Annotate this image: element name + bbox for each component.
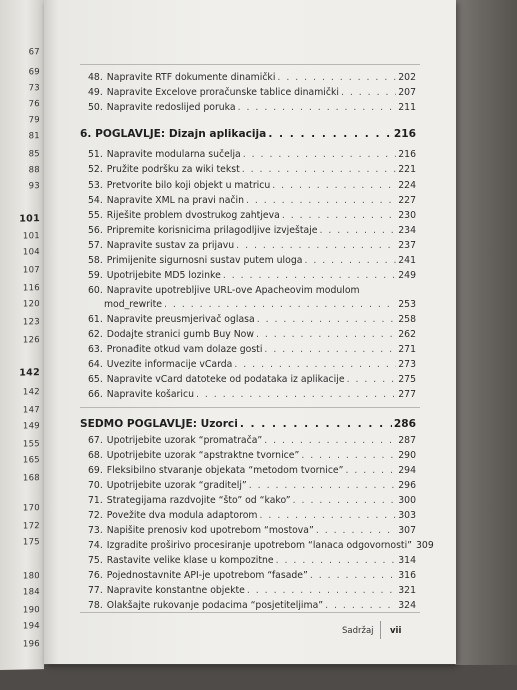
chapter-heading <box>80 418 416 432</box>
toc-entry <box>88 72 416 84</box>
left-page-number: 190 <box>22 605 40 616</box>
entry-number: 57. <box>88 240 103 251</box>
toc-entry <box>88 285 416 297</box>
toc-entry <box>88 570 416 582</box>
left-page-number: 165 <box>22 455 40 466</box>
left-page-number: 104 <box>22 247 40 258</box>
entry-number: 68. <box>88 450 103 461</box>
toc-entry <box>88 329 416 341</box>
left-page-number: 88 <box>28 165 40 176</box>
toc-entry <box>88 540 434 552</box>
entry-page: 314 <box>398 555 416 566</box>
left-page-number: 126 <box>22 335 40 346</box>
entry-number: 76. <box>88 570 103 581</box>
toc-entry <box>88 149 416 161</box>
left-page-number: 142 <box>19 367 40 379</box>
left-page-number: 116 <box>22 283 40 294</box>
entry-title: Strategijama razdvojite “što” od “kako” <box>106 495 291 506</box>
toc-entry <box>88 270 416 282</box>
entry-title: Napravite vCard datoteke od podataka iz aplikacije <box>106 374 345 385</box>
entry-page: 227 <box>398 195 416 206</box>
chapter-page: 286 <box>393 418 416 430</box>
toc-entry <box>88 435 416 447</box>
entry-page: 241 <box>398 255 416 266</box>
entry-number: 78. <box>88 600 103 611</box>
footer-divider <box>380 621 381 639</box>
leader-dots <box>301 450 396 461</box>
leader-dots <box>310 570 396 581</box>
entry-number: 53. <box>88 180 103 191</box>
toc-entry <box>88 555 416 567</box>
entry-title: Napravite košaricu <box>106 389 194 400</box>
toc-entry <box>88 600 416 612</box>
leader-dots <box>345 465 396 476</box>
entry-page: 262 <box>398 329 416 340</box>
entry-title: Upotrijebite uzorak “promatrača” <box>106 435 263 446</box>
entry-page: 211 <box>398 102 416 113</box>
toc-entry <box>88 344 416 356</box>
footer-page-number: vii <box>390 626 402 636</box>
entry-title: Pojednostavnite API-je upotrebom “fasade” <box>106 570 308 581</box>
leader-dots <box>242 164 397 175</box>
leader-dots <box>236 240 396 251</box>
left-page-number: 168 <box>22 473 40 484</box>
entry-title: Uvezite informacije vCarda <box>106 359 233 370</box>
left-page-number: 76 <box>28 99 40 110</box>
leader-dots <box>247 585 396 596</box>
left-page-number: 194 <box>22 621 40 632</box>
left-page-number: 172 <box>22 521 40 532</box>
toc-entry <box>88 465 416 477</box>
left-page-number: 120 <box>22 299 40 310</box>
toc-entry <box>88 450 416 462</box>
leader-dots <box>240 418 392 430</box>
leader-dots <box>264 344 396 355</box>
left-page-number: 73 <box>28 83 40 94</box>
entry-number: 72. <box>88 510 103 521</box>
chapter-heading <box>80 128 416 142</box>
entry-number: 60. <box>88 285 103 296</box>
entry-page: 253 <box>398 299 416 310</box>
leader-dots <box>341 87 396 98</box>
toc-entry <box>88 164 416 176</box>
leader-dots <box>293 495 397 506</box>
toc-entry <box>88 495 416 507</box>
entry-number: 63. <box>88 344 103 355</box>
entry-page: 237 <box>398 240 416 251</box>
toc-entry <box>88 210 416 222</box>
entry-page: 307 <box>398 525 416 536</box>
entry-title: Upotrijebite MD5 lozinke <box>106 270 221 281</box>
entry-title: Dodajte stranici gumb Buy Now <box>106 329 254 340</box>
leader-dots <box>268 128 392 140</box>
leader-dots <box>243 149 397 160</box>
entry-number: 66. <box>88 389 103 400</box>
leader-dots <box>249 480 397 491</box>
entry-number: 59. <box>88 270 103 281</box>
entry-title: Napravite upotrebljive URL-ove Apacheovim modulom <box>106 285 360 296</box>
toc-entry <box>88 359 416 371</box>
left-page-number: 101 <box>19 213 40 225</box>
left-page-number: 149 <box>22 421 40 432</box>
entry-title: Primijenite sigurnosni sustav putem uloga <box>106 255 303 266</box>
leader-dots <box>304 255 396 266</box>
entry-title: mod_rewrite <box>104 299 163 310</box>
toc-entry <box>88 255 416 267</box>
entry-number: 61. <box>88 314 103 325</box>
left-page-number: 69 <box>28 67 40 78</box>
leader-dots <box>234 359 396 370</box>
entry-page: 221 <box>398 164 416 175</box>
entry-title: Fleksibilno stvaranje objekata “metodom tvornice” <box>106 465 344 476</box>
left-page-number: 123 <box>22 317 40 328</box>
entry-title: Olakšajte rukovanje podacima “posjetiteljima” <box>106 600 324 611</box>
left-page-number: 79 <box>28 115 40 126</box>
entry-number: 64. <box>88 359 103 370</box>
entry-number: 75. <box>88 555 103 566</box>
leader-dots <box>164 299 396 310</box>
entry-title: Napravite XML na pravi način <box>106 195 244 206</box>
toc-entry <box>88 180 416 192</box>
left-page-number: 155 <box>22 439 40 450</box>
left-page-number: 184 <box>22 587 40 598</box>
entry-title: Pronađite otkud vam dolaze gosti <box>106 344 263 355</box>
entry-title: Napišite prenosiv kod upotrebom “mostova” <box>106 525 314 536</box>
entry-title: Napravite modularna sučelja <box>106 149 241 160</box>
left-page-number: 147 <box>22 405 40 416</box>
entry-number: 71. <box>88 495 103 506</box>
entry-number: 62. <box>88 329 103 340</box>
toc-entry <box>88 480 416 492</box>
toc-entry <box>88 102 416 114</box>
entry-number: 70. <box>88 480 103 491</box>
entry-title: Upotrijebite uzorak “apstraktne tvornice” <box>106 450 300 461</box>
entry-page: 296 <box>398 480 416 491</box>
chapter-title: 6. POGLAVLJE: Dizajn aplikacija <box>80 128 267 140</box>
entry-title: Izgradite proširivo procesiranje upotrebom “lanaca odgovornosti” <box>106 540 412 551</box>
toc-entry <box>88 314 416 326</box>
entry-page: 230 <box>398 210 416 221</box>
toc-entry <box>88 525 416 537</box>
entry-title: Riješite problem dvostrukog zahtjeva <box>106 210 280 221</box>
entry-page: 287 <box>398 435 416 446</box>
entry-title: Napravite redoslijed poruka <box>106 102 236 113</box>
leader-dots <box>196 389 396 400</box>
entry-title: Napravite sustav za prijavu <box>106 240 235 251</box>
left-page-number: 101 <box>22 231 40 242</box>
entry-number: 67. <box>88 435 103 446</box>
entry-number: 54. <box>88 195 103 206</box>
entry-number: 58. <box>88 255 103 266</box>
entry-page: 234 <box>398 225 416 236</box>
leader-dots <box>246 195 396 206</box>
chapter-rule <box>80 407 420 408</box>
entry-page: 249 <box>398 270 416 281</box>
leader-dots <box>316 525 396 536</box>
leader-dots <box>276 555 397 566</box>
entry-page: 277 <box>398 389 416 400</box>
entry-title: Povežite dva modula adaptorom <box>106 510 258 521</box>
entry-title: Napravite preusmjerivač oglasa <box>106 314 255 325</box>
entry-number: 74. <box>88 540 103 551</box>
entry-number: 69. <box>88 465 103 476</box>
entry-page: 271 <box>398 344 416 355</box>
entry-page: 273 <box>398 359 416 370</box>
entry-number: 73. <box>88 525 103 536</box>
toc-page <box>44 0 456 664</box>
toc-entry <box>88 585 416 597</box>
leader-dots <box>238 102 397 113</box>
leader-dots <box>260 510 397 521</box>
entry-number: 49. <box>88 87 103 98</box>
entry-page: 321 <box>398 585 416 596</box>
leader-dots <box>256 329 396 340</box>
entry-page: 224 <box>398 180 416 191</box>
left-page-number: 81 <box>28 131 40 142</box>
bottom-rule <box>80 612 420 613</box>
entry-number: 50. <box>88 102 103 113</box>
entry-number: 65. <box>88 374 103 385</box>
left-page-number: 85 <box>28 149 40 160</box>
entry-number: 52. <box>88 164 103 175</box>
entry-title: Pripremite korisnicima prilagodljive izvještaje <box>106 225 318 236</box>
entry-title: Napravite konstantne objekte <box>106 585 245 596</box>
background-right <box>455 0 517 690</box>
leader-dots <box>257 314 397 325</box>
entry-page: 324 <box>398 600 416 611</box>
entry-number: 56. <box>88 225 103 236</box>
entry-title: Napravite RTF dokumente dinamički <box>106 72 276 83</box>
leader-dots <box>277 72 396 83</box>
entry-title: Rastavite velike klase u kompozitne <box>106 555 274 566</box>
toc-entry <box>88 374 416 386</box>
left-page <box>0 0 44 670</box>
leader-dots <box>347 374 397 385</box>
entry-number: 51. <box>88 149 103 160</box>
entry-page: 300 <box>398 495 416 506</box>
entry-page: 275 <box>398 374 416 385</box>
left-page-number: 170 <box>22 503 40 514</box>
left-page-number: 180 <box>22 571 40 582</box>
toc-entry <box>88 225 416 237</box>
toc-entry <box>88 195 416 207</box>
entry-page: 202 <box>398 72 416 83</box>
chapter-title: SEDMO POGLAVLJE: Uzorci <box>80 418 238 430</box>
toc-entry <box>88 510 416 522</box>
chapter-page: 216 <box>393 128 416 140</box>
leader-dots <box>319 225 396 236</box>
left-page-number: 196 <box>22 639 40 650</box>
entry-title: Napravite Excelove proračunske tablice dinamički <box>106 87 339 98</box>
entry-page: 207 <box>398 87 416 98</box>
footer-label: Sadržaj <box>342 626 374 636</box>
left-page-number: 175 <box>22 537 40 548</box>
entry-page: 309 <box>415 540 434 551</box>
left-page-number: 142 <box>22 387 40 398</box>
toc-entry <box>88 87 416 99</box>
entry-title: Upotrijebite uzorak “graditelj” <box>106 480 247 491</box>
entry-page: 294 <box>398 465 416 476</box>
leader-dots <box>223 270 396 281</box>
toc-entry <box>88 240 416 252</box>
entry-title: Pružite podršku za wiki tekst <box>106 164 240 175</box>
background-bottom <box>0 665 517 690</box>
entry-page: 216 <box>398 149 416 160</box>
leader-dots <box>272 180 396 191</box>
entry-number: 55. <box>88 210 103 221</box>
leader-dots <box>282 210 396 221</box>
left-page-number: 107 <box>22 265 40 276</box>
toc-entry <box>104 299 416 311</box>
toc-entry <box>88 389 416 401</box>
entry-number: 48. <box>88 72 103 83</box>
top-rule <box>80 64 420 65</box>
entry-page: 290 <box>398 450 416 461</box>
entry-page: 303 <box>398 510 416 521</box>
left-page-number: 93 <box>28 181 40 192</box>
left-page-number: 67 <box>28 47 40 58</box>
entry-number: 77. <box>88 585 103 596</box>
entry-title: Pretvorite bilo koji objekt u matricu <box>106 180 271 191</box>
entry-page: 258 <box>398 314 416 325</box>
leader-dots <box>325 600 396 611</box>
leader-dots <box>264 435 396 446</box>
entry-page: 316 <box>398 570 416 581</box>
